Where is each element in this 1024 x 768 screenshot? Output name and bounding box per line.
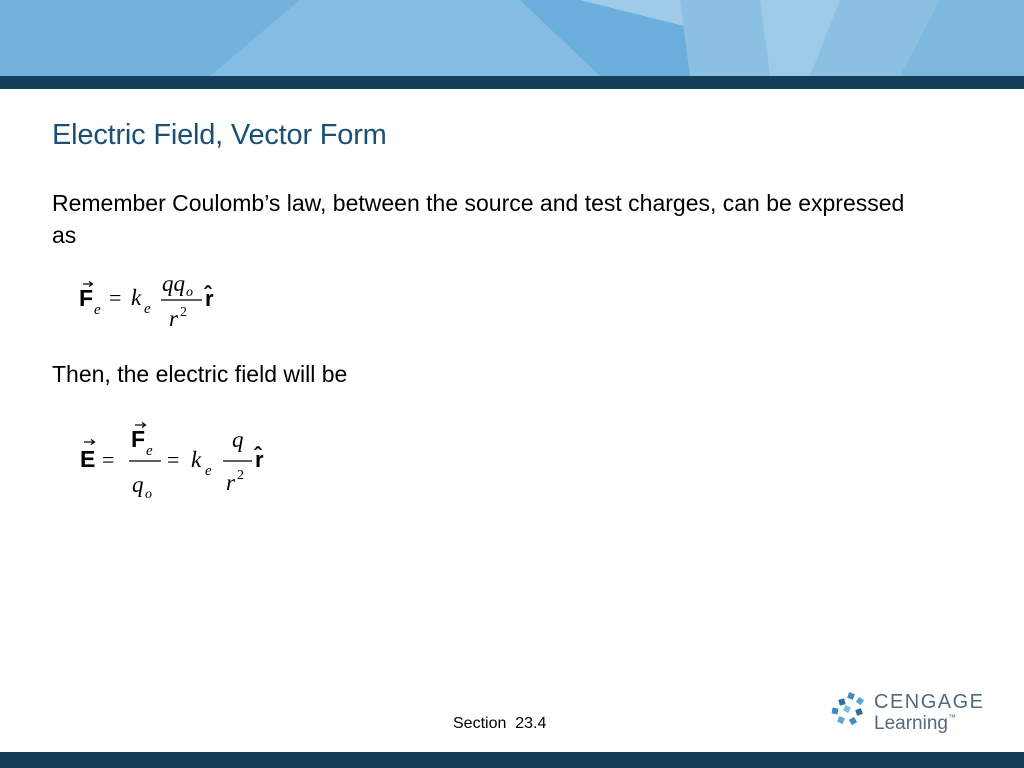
force-subscript: e: [94, 302, 101, 318]
coulomb-equation: [75, 268, 235, 338]
header-rule: [0, 76, 1024, 89]
logo-name: CENGAGE: [874, 691, 985, 713]
cengage-mark-icon: [830, 692, 870, 732]
equals-sign-2: =: [167, 447, 180, 472]
paragraph-coulomb: Remember Coulomb’s law, between the source and test charges, can be expressed as: [52, 190, 905, 248]
header-banner: [0, 0, 1024, 76]
section-label: Section 23.4: [453, 715, 547, 732]
force-symbol: F: [79, 285, 94, 311]
field-unit-vector-r: r̂: [255, 447, 264, 472]
slide-title: Electric Field, Vector Form: [52, 119, 387, 151]
coulomb-constant-subscript: e: [144, 301, 151, 317]
coulomb-constant: k: [131, 285, 142, 310]
fraction-test-charge-subscript: o: [145, 487, 152, 502]
denominator-exponent: 2: [180, 305, 187, 320]
cengage-logo: [830, 688, 990, 742]
paragraph-field: Then, the electric field will be: [52, 361, 348, 387]
field-symbol: E: [80, 446, 96, 472]
equals-sign-1: =: [102, 447, 115, 472]
fraction-force: F: [131, 426, 146, 452]
fraction-test-charge: q: [132, 472, 144, 497]
logo-subtitle: [874, 713, 956, 735]
fraction-force-subscript: e: [146, 443, 153, 459]
footer-rule: [0, 752, 1024, 768]
field-denominator-r: r: [226, 470, 235, 495]
numerator-subscript: o: [186, 285, 193, 300]
logo-trademark: ™: [947, 713, 956, 722]
field-constant: k: [191, 447, 202, 472]
electric-field-equation: [75, 415, 285, 510]
field-constant-subscript: e: [205, 463, 212, 479]
denominator-r: r: [169, 306, 178, 331]
field-denominator-exponent: 2: [237, 468, 244, 483]
numerator-charges: qq: [162, 271, 185, 296]
unit-vector-r: r̂: [205, 286, 214, 311]
field-numerator: q: [232, 427, 244, 452]
equals-sign: =: [109, 285, 122, 310]
logo-subtitle-text: Learning: [874, 713, 948, 734]
